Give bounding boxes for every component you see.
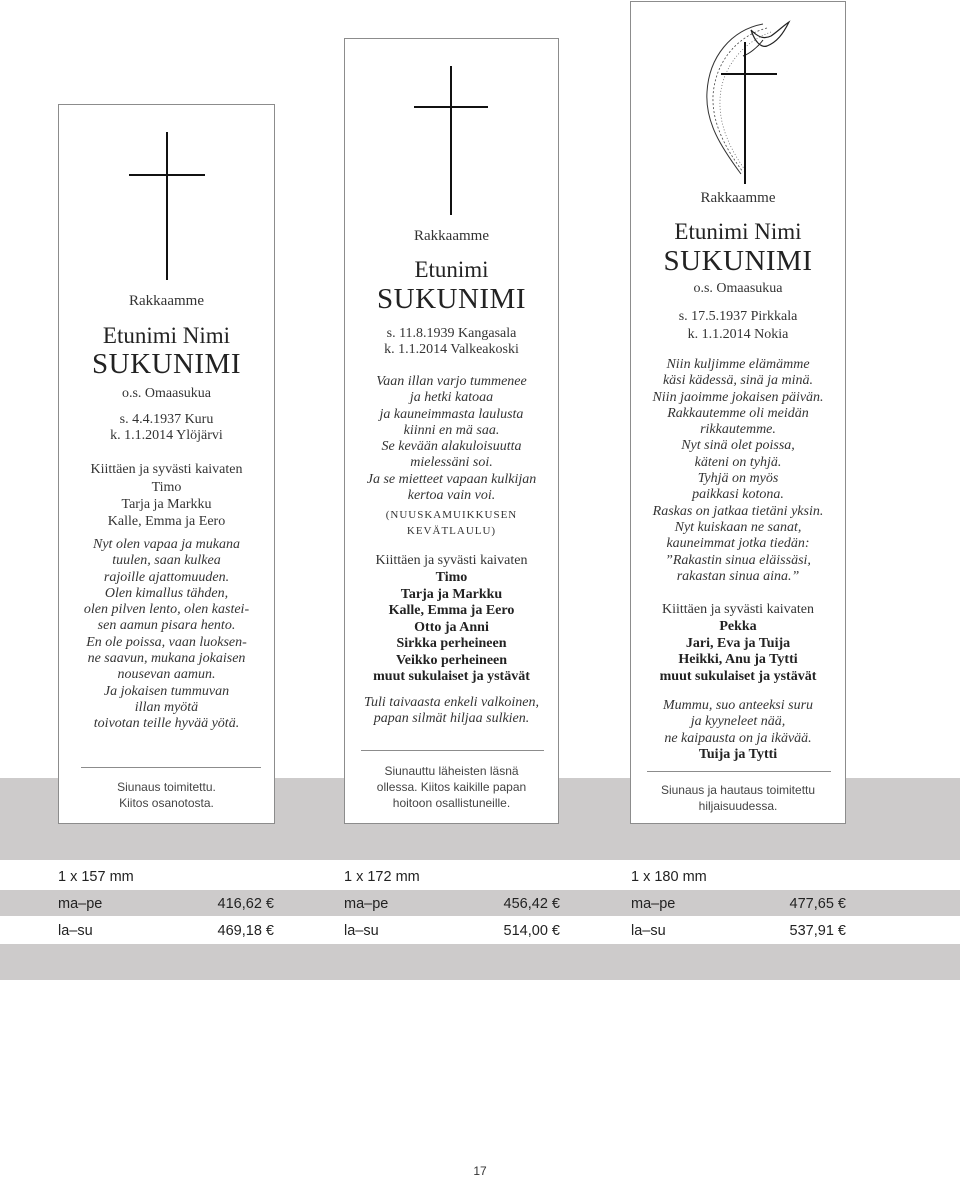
ad-surname: SUKUNIMI	[377, 283, 526, 315]
ad-mourners	[345, 570, 558, 686]
mourner-line: Timo	[435, 570, 468, 585]
poem-line: rikkautemme.	[700, 422, 776, 438]
ad-poem-source	[345, 507, 558, 539]
footer-line: Siunauttu läheisten läsnä	[384, 764, 519, 778]
price-weekend-value: 514,00 €	[503, 923, 560, 939]
ad-surname: SUKUNIMI	[663, 245, 813, 277]
poem-line: illan myötä	[134, 699, 199, 715]
mourner-line: Otto ja Anni	[414, 619, 489, 635]
ad-verse	[631, 698, 845, 747]
poem-line: Olen kimallus tähden,	[104, 585, 229, 601]
poem-line: mielessäni soi.	[410, 455, 493, 471]
price-weekend-label: la–su	[58, 923, 93, 939]
poem-line: käsi kädessä, sinä ja minä.	[662, 373, 814, 389]
divider	[647, 771, 831, 772]
footer-line: hoitoon osallistuneille.	[392, 796, 511, 810]
ad-firstname: Etunimi	[414, 257, 489, 282]
verse-line: Tuli taivaasta enkeli valkoinen,	[364, 695, 539, 710]
ad-poem	[345, 374, 558, 504]
mourner-line: Kalle, Emma ja Eero	[388, 603, 515, 618]
ad-maiden-name: o.s. Omaasukua	[121, 386, 212, 401]
ad-intro: Rakkaamme	[129, 293, 204, 309]
mourner-line: muut sukulaiset ja ystävät	[373, 669, 530, 684]
poem-line: Nyt sinä olet poissa,	[681, 438, 795, 454]
obituary-ad-3	[630, 1, 846, 824]
ad-born: s. 4.4.1937 Kuru	[119, 412, 214, 427]
mourner-line: Veikko perheineen	[395, 652, 508, 668]
poem-line: rajoille ajattomuuden.	[103, 569, 230, 585]
poem-line: Se kevään alakuloisuutta	[381, 439, 522, 455]
footer-line: Siunaus toimitettu.	[117, 780, 216, 794]
price-weekday-value: 477,65 €	[789, 896, 846, 912]
mourner-line: muut sukulaiset ja ystävät	[659, 668, 817, 684]
poem-line: paikkasi kotona.	[692, 487, 784, 503]
poem-line: kiinni en mä saa.	[403, 422, 500, 438]
mourner-line: Jari, Eva ja Tuija	[685, 635, 791, 651]
poem-line: rakastan sinua aina.”	[676, 568, 800, 584]
ad-maiden-name: o.s. Omaasukua	[693, 281, 783, 296]
price-weekend-value: 537,91 €	[789, 923, 846, 939]
price-size: 1 x 180 mm	[631, 869, 707, 885]
ad-mourners	[631, 619, 845, 685]
divider	[81, 767, 261, 768]
price-weekend-value: 469,18 €	[217, 923, 274, 939]
poem-line: Niin jaoimme jokaisen päivän.	[652, 389, 824, 405]
ad-poem	[631, 357, 845, 585]
ad-died: k. 1.1.2014 Ylöjärvi	[110, 428, 223, 443]
ad-surname: SUKUNIMI	[92, 348, 241, 380]
poem-line: ne saavun, mukana jokaisen	[87, 651, 246, 667]
poem-line: toivotan teille hyvää yötä.	[93, 716, 240, 732]
ad-mourners-intro: Kiittäen ja syvästi kaivaten	[90, 462, 243, 477]
price-weekday-label: ma–pe	[344, 896, 389, 912]
poem-line: Nyt kuiskaan ne sanat,	[674, 519, 802, 535]
verse-line: ne kaipausta on ja ikävää.	[664, 730, 812, 746]
ad-footer	[59, 779, 274, 811]
poem-line: Niin kuljimme elämämme	[666, 357, 810, 372]
footer-line: Siunaus ja hautaus toimitettu	[660, 783, 816, 797]
footer-line: ollessa. Kiitos kaikille papan	[376, 780, 527, 794]
ad-born: s. 17.5.1937 Pirkkala	[678, 309, 798, 324]
price-weekday-value: 416,62 €	[217, 896, 274, 912]
obituary-ad-1	[58, 104, 275, 824]
obituary-ad-2	[344, 38, 559, 824]
poem-line: kauneimmat jotka tiedän:	[666, 536, 810, 552]
poem-line: ja hetki katoaa	[409, 390, 494, 406]
ad-verse	[345, 695, 558, 728]
poem-line: Vaan illan varjo tummenee	[376, 374, 527, 389]
divider	[361, 750, 544, 751]
poem-line: käteni on tyhjä.	[694, 454, 782, 470]
poem-line: sen aamun pisara hento.	[97, 618, 236, 634]
mourner-line: Tarja ja Markku	[400, 586, 503, 602]
mourner-line: Timo	[151, 480, 182, 495]
ad-footer	[345, 763, 558, 811]
footer-line: Kiitos osanotosta.	[119, 796, 214, 810]
poem-source-line: KEVÄTLAULU)	[406, 525, 497, 537]
verse-line: ja kyyneleet nää,	[690, 714, 786, 730]
mourner-line: Kalle, Emma ja Eero	[107, 514, 226, 529]
footer-line: hiljaisuudessa.	[698, 799, 778, 813]
poem-line: Rakkautemme oli meidän	[667, 405, 809, 421]
ad-intro: Rakkaamme	[414, 228, 489, 244]
poem-line: Raskas on jatkaa tietäni yksin.	[652, 503, 824, 519]
poem-line: ”Rakastin sinua eläissäsi,	[665, 552, 811, 568]
price-size: 1 x 172 mm	[344, 869, 420, 885]
price-weekday-value: 456,42 €	[503, 896, 560, 912]
price-weekday-label: ma–pe	[58, 896, 103, 912]
poem-line: ja kauneimmasta laulusta	[379, 406, 524, 422]
price-weekend-label: la–su	[631, 923, 666, 939]
dove-cross-icon	[691, 12, 801, 184]
verse-line: Mummu, suo anteeksi suru	[662, 698, 814, 713]
ad-footer	[631, 782, 845, 814]
page-number: 17	[473, 1164, 487, 1178]
cross-icon	[414, 66, 488, 215]
gray-band-bottom	[0, 944, 960, 980]
poem-line: Ja se mietteet vapaan kulkijan	[366, 471, 537, 487]
ad-firstname: Etunimi Nimi	[674, 219, 802, 244]
ad-firstname: Etunimi Nimi	[102, 323, 231, 348]
ad-poem	[59, 537, 274, 733]
mourner-line: Heikki, Anu ja Tytti	[678, 652, 798, 667]
poem-line: nousevan aamun.	[117, 667, 216, 683]
poem-line: Nyt olen vapaa ja mukana	[93, 537, 240, 552]
mourner-line: Tarja ja Markku	[121, 497, 212, 512]
ad-born: s. 11.8.1939 Kangasala	[386, 326, 517, 341]
price-weekday-label: ma–pe	[631, 896, 676, 912]
ad-died: k. 1.1.2014 Nokia	[687, 327, 789, 342]
ad-mourners-intro: Kiittäen ja syvästi kaivaten	[661, 602, 814, 617]
poem-source-line: (NUUSKAMUIKKUSEN	[385, 509, 518, 521]
ad-mourners	[59, 479, 274, 530]
mourner-line: Pekka	[719, 619, 757, 634]
ad-intro: Rakkaamme	[700, 190, 776, 206]
poem-line: Tyhjä on myös	[697, 471, 779, 487]
poem-line: tuulen, saan kulkea	[112, 553, 221, 569]
ad-verse-signature: Tuija ja Tytti	[698, 747, 778, 762]
ad-mourners-intro: Kiittäen ja syvästi kaivaten	[375, 553, 528, 568]
cross-icon	[129, 132, 205, 280]
poem-line: En ole poissa, vaan luoksen-	[86, 634, 247, 650]
mourner-line: Sirkka perheineen	[396, 636, 507, 651]
poem-line: olen pilven lento, olen kastei-	[83, 602, 250, 618]
poem-line: Ja jokaisen tummuvan	[103, 683, 230, 699]
price-size: 1 x 157 mm	[58, 869, 134, 885]
ad-died: k. 1.1.2014 Valkeakoski	[384, 342, 519, 357]
verse-line: papan silmät hiljaa sulkien.	[373, 711, 530, 727]
price-weekend-label: la–su	[344, 923, 379, 939]
poem-line: kertoa vain voi.	[407, 488, 496, 504]
